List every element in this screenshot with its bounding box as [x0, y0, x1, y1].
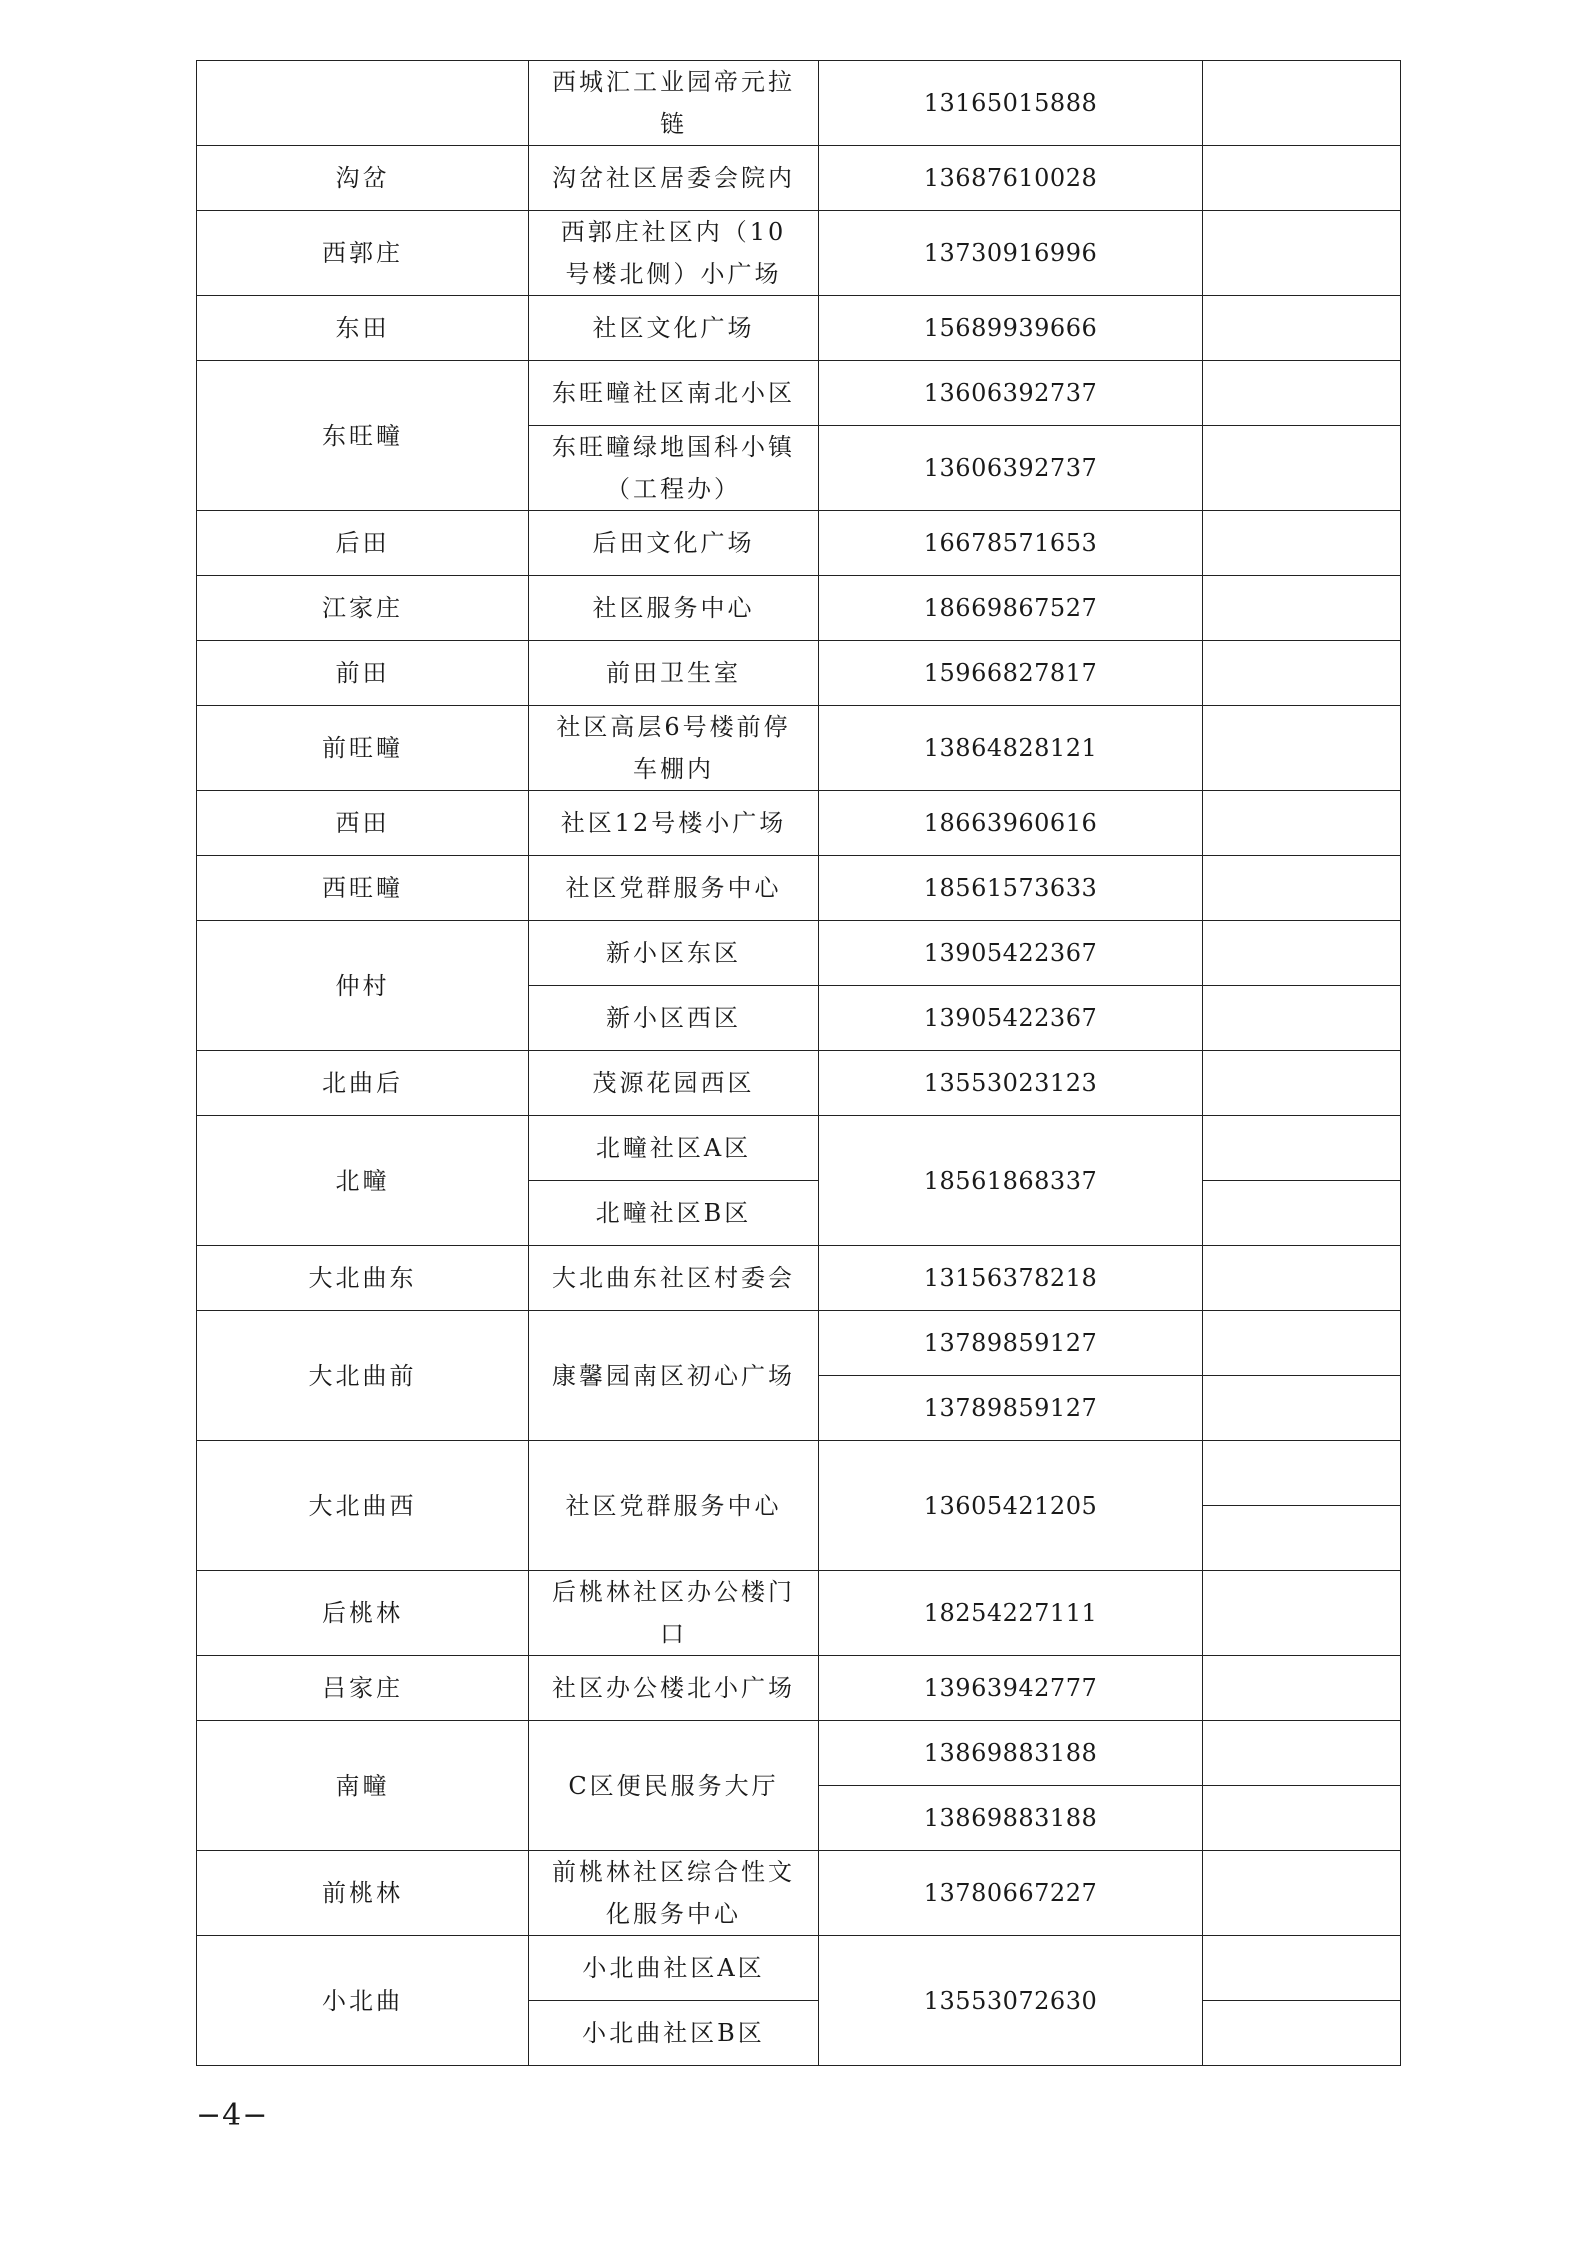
table-row	[197, 641, 1401, 706]
table-row	[197, 791, 1401, 856]
location-cell: 社区服务中心	[529, 576, 819, 641]
location-cell: 小北曲社区B区	[529, 2001, 819, 2066]
phone-cell: 15966827817	[819, 641, 1203, 706]
community-cell: 前田	[197, 641, 529, 706]
blank-cell	[1203, 1851, 1401, 1936]
phone-cell: 13789859127	[819, 1311, 1203, 1376]
community-cell: 东田	[197, 296, 529, 361]
table-row	[197, 1246, 1401, 1311]
phone-cell: 13963942777	[819, 1656, 1203, 1721]
blank-cell	[1203, 1116, 1401, 1181]
phone-cell: 13730916996	[819, 211, 1203, 296]
community-cell: 江家庄	[197, 576, 529, 641]
location-cell: C区便民服务大厅	[529, 1721, 819, 1851]
community-cell: 北疃	[197, 1116, 529, 1246]
location-cell: 康馨园南区初心广场	[529, 1311, 819, 1441]
blank-cell	[1203, 791, 1401, 856]
community-cell: 前桃林	[197, 1851, 529, 1936]
blank-cell	[1203, 146, 1401, 211]
phone-cell: 18663960616	[819, 791, 1203, 856]
blank-cell	[1203, 2001, 1401, 2066]
blank-cell	[1203, 1936, 1401, 2001]
blank-cell	[1203, 1051, 1401, 1116]
community-cell: 大北曲西	[197, 1441, 529, 1571]
phone-cell: 13864828121	[819, 706, 1203, 791]
location-cell: 小北曲社区A区	[529, 1936, 819, 2001]
location-cell: 新小区东区	[529, 921, 819, 986]
community-cell: 西旺疃	[197, 856, 529, 921]
community-cell: 仲村	[197, 921, 529, 1051]
table-row	[197, 1441, 1401, 1506]
phone-cell: 13905422367	[819, 921, 1203, 986]
table-row	[197, 1571, 1401, 1656]
location-cell: 后田文化广场	[529, 511, 819, 576]
blank-cell	[1203, 1656, 1401, 1721]
phone-cell: 13553072630	[819, 1936, 1203, 2066]
blank-cell	[1203, 61, 1401, 146]
blank-cell	[1203, 706, 1401, 791]
location-cell: 社区文化广场	[529, 296, 819, 361]
phone-cell: 18669867527	[819, 576, 1203, 641]
community-cell: 东旺疃	[197, 361, 529, 511]
community-cell: 大北曲东	[197, 1246, 529, 1311]
blank-cell	[1203, 641, 1401, 706]
table-row	[197, 576, 1401, 641]
community-cell: 前旺疃	[197, 706, 529, 791]
table-row	[197, 1656, 1401, 1721]
blank-cell	[1203, 1181, 1401, 1246]
phone-cell: 13869883188	[819, 1721, 1203, 1786]
location-cell: 西郭庄社区内（10号楼北侧）小广场	[529, 211, 819, 296]
community-cell: 沟岔	[197, 146, 529, 211]
blank-cell	[1203, 1246, 1401, 1311]
phone-cell: 13869883188	[819, 1786, 1203, 1851]
table-row	[197, 1311, 1401, 1376]
contact-table	[196, 60, 1401, 2066]
phone-cell: 18561573633	[819, 856, 1203, 921]
blank-cell	[1203, 296, 1401, 361]
table-row	[197, 1051, 1401, 1116]
location-cell: 大北曲东社区村委会	[529, 1246, 819, 1311]
community-cell: 北曲后	[197, 1051, 529, 1116]
location-cell: 东旺疃绿地国科小镇（工程办）	[529, 426, 819, 511]
location-cell: 新小区西区	[529, 986, 819, 1051]
community-cell: 小北曲	[197, 1936, 529, 2066]
location-cell: 前桃林社区综合性文化服务中心	[529, 1851, 819, 1936]
phone-cell: 13780667227	[819, 1851, 1203, 1936]
community-cell: 吕家庄	[197, 1656, 529, 1721]
blank-cell	[1203, 1721, 1401, 1786]
phone-cell: 13156378218	[819, 1246, 1203, 1311]
table-row	[197, 211, 1401, 296]
blank-cell	[1203, 1786, 1401, 1851]
page-number: −4−	[196, 2098, 269, 2133]
blank-cell	[1203, 361, 1401, 426]
location-cell: 北疃社区A区	[529, 1116, 819, 1181]
community-cell: 南疃	[197, 1721, 529, 1851]
blank-cell	[1203, 986, 1401, 1051]
blank-cell	[1203, 1311, 1401, 1376]
location-cell: 社区12号楼小广场	[529, 791, 819, 856]
phone-cell: 13789859127	[819, 1376, 1203, 1441]
table-row	[197, 921, 1401, 986]
location-cell: 后桃林社区办公楼门口	[529, 1571, 819, 1656]
phone-cell: 15689939666	[819, 296, 1203, 361]
location-cell: 东旺疃社区南北小区	[529, 361, 819, 426]
location-cell: 社区党群服务中心	[529, 856, 819, 921]
phone-cell: 18254227111	[819, 1571, 1203, 1656]
table-row	[197, 1851, 1401, 1936]
location-cell: 社区高层6号楼前停车棚内	[529, 706, 819, 791]
blank-cell	[1203, 1441, 1401, 1506]
table-row	[197, 856, 1401, 921]
blank-cell	[1203, 511, 1401, 576]
community-cell: 大北曲前	[197, 1311, 529, 1441]
community-cell: 西田	[197, 791, 529, 856]
phone-cell: 13605421205	[819, 1441, 1203, 1571]
table-row	[197, 1116, 1401, 1181]
blank-cell	[1203, 921, 1401, 986]
phone-cell: 13687610028	[819, 146, 1203, 211]
location-cell: 社区办公楼北小广场	[529, 1656, 819, 1721]
phone-cell: 13606392737	[819, 426, 1203, 511]
community-cell: 后桃林	[197, 1571, 529, 1656]
phone-cell: 18561868337	[819, 1116, 1203, 1246]
phone-cell: 13606392737	[819, 361, 1203, 426]
community-cell: 后田	[197, 511, 529, 576]
location-cell: 沟岔社区居委会院内	[529, 146, 819, 211]
blank-cell	[1203, 856, 1401, 921]
location-cell: 北疃社区B区	[529, 1181, 819, 1246]
table-row	[197, 146, 1401, 211]
phone-cell: 13165015888	[819, 61, 1203, 146]
blank-cell	[1203, 211, 1401, 296]
location-cell: 前田卫生室	[529, 641, 819, 706]
phone-cell: 16678571653	[819, 511, 1203, 576]
location-cell: 西城汇工业园帝元拉链	[529, 61, 819, 146]
blank-cell	[1203, 1376, 1401, 1441]
community-cell: 西郭庄	[197, 211, 529, 296]
table-row	[197, 296, 1401, 361]
location-cell: 社区党群服务中心	[529, 1441, 819, 1571]
table-row	[197, 511, 1401, 576]
table-row	[197, 1721, 1401, 1786]
table-row	[197, 706, 1401, 791]
table-row	[197, 361, 1401, 426]
community-cell	[197, 61, 529, 146]
phone-cell: 13905422367	[819, 986, 1203, 1051]
phone-cell: 13553023123	[819, 1051, 1203, 1116]
blank-cell	[1203, 426, 1401, 511]
location-cell: 茂源花园西区	[529, 1051, 819, 1116]
blank-cell	[1203, 1506, 1401, 1571]
table-row	[197, 1936, 1401, 2001]
table-row	[197, 61, 1401, 146]
blank-cell	[1203, 1571, 1401, 1656]
blank-cell	[1203, 576, 1401, 641]
